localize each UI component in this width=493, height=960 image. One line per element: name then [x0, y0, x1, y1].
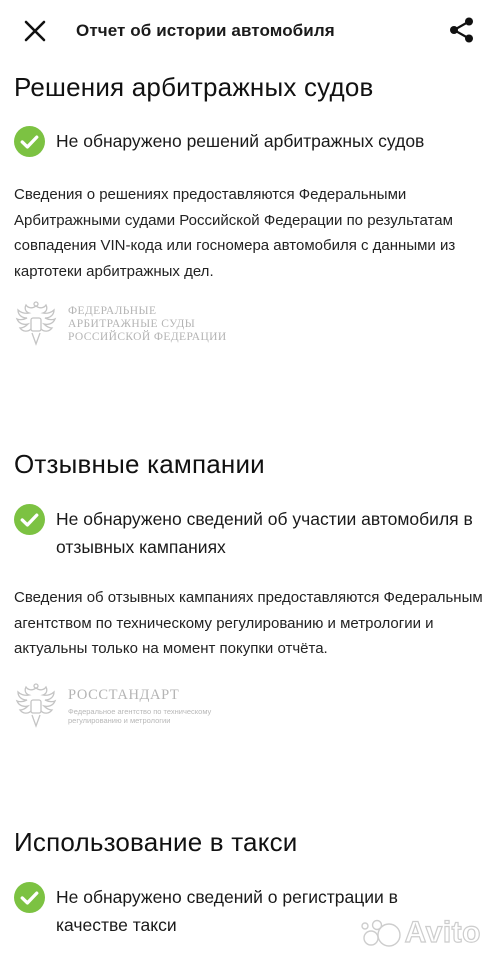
check-circle-icon — [14, 882, 45, 913]
close-icon[interactable] — [22, 18, 48, 44]
watermark-text: Avito — [404, 916, 481, 949]
section-title-arbitration: Решения арбитражных судов — [14, 72, 374, 102]
share-icon[interactable] — [447, 15, 477, 45]
section-title-recalls: Отзывные кампании — [14, 449, 265, 479]
status-text: Не обнаружено решений арбитражных судов — [56, 131, 425, 151]
top-bar — [0, 0, 493, 62]
rosstandart-logo — [14, 682, 211, 730]
logo-text: РОССТАНДАРТ Федеральное агентство по техническому регулированию и метрологии — [68, 686, 212, 725]
avito-dots-icon — [359, 918, 403, 948]
section-description: Сведения об отзывных кампаниях предоставляются Федеральным агентством по техническому регулированию и метрологии и актуальны только на момент покупки отчёта. — [14, 589, 483, 657]
status-text: Не обнаружено сведений о регистрации в качестве такси — [56, 887, 398, 935]
check-circle-icon — [14, 126, 45, 157]
emblem-icon — [14, 300, 58, 348]
page-title: Отчет об истории автомобиля — [76, 21, 335, 40]
avito-watermark — [359, 916, 481, 950]
arbitration-courts-logo — [14, 300, 227, 348]
section-title-taxi: Использование в такси — [14, 827, 298, 857]
section-description: Сведения о решениях предоставляются Федеральными Арбитражными судами Российской Федерации по результатам совпадения VIN-кода или госномера автомобиля с данными из картотеки арбитражных дел. — [14, 186, 456, 280]
status-text: Не обнаружено сведений об участии автомобиля в отзывных кампаниях — [56, 509, 473, 557]
emblem-icon — [14, 682, 58, 730]
check-circle-icon — [14, 504, 45, 535]
logo-text: ФЕДЕРАЛЬНЫЕ АРБИТРАЖНЫЕ СУДЫ РОССИЙСКОЙ ФЕДЕРАЦИИ — [68, 304, 227, 343]
